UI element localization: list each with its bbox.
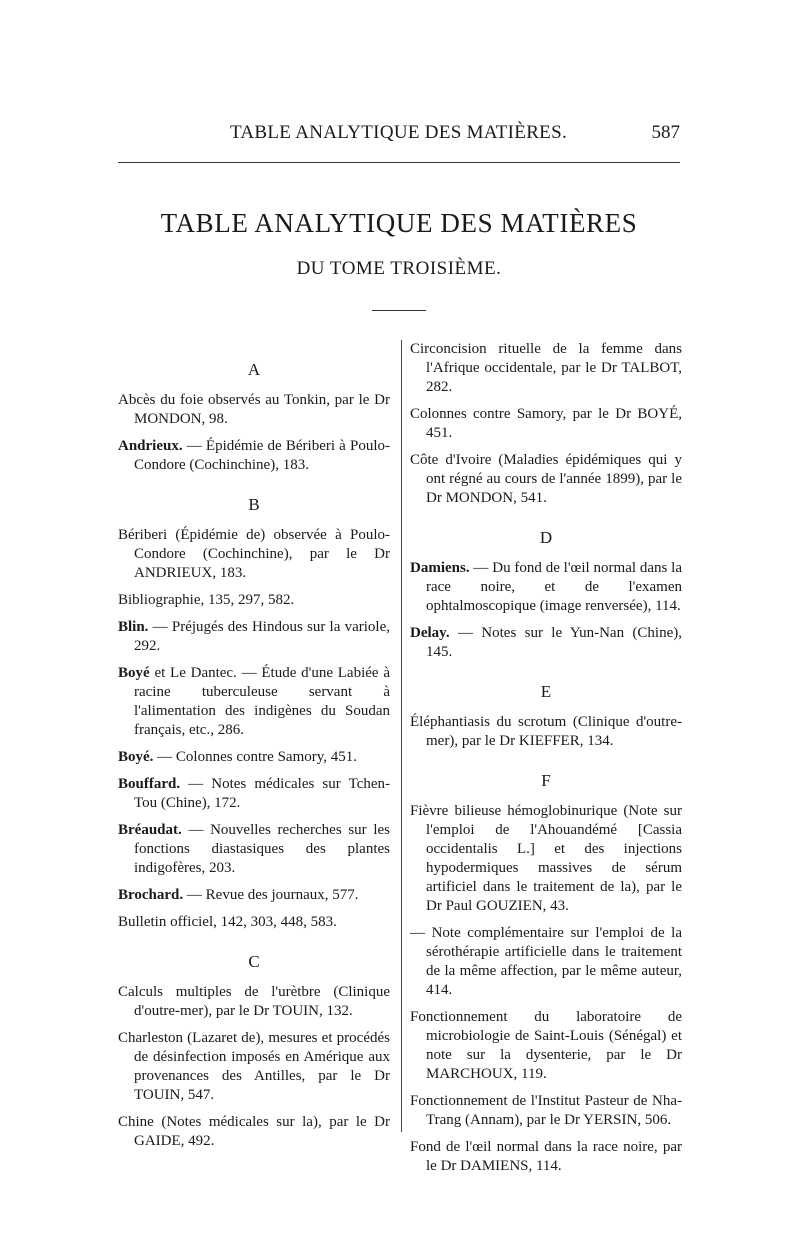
entry-text: — Nouvelles recherches sur les fonctions diastasiques des plantes indigofères, 203.	[134, 822, 390, 876]
entry-text: Éléphantiasis du scrotum (Clinique d'outre-mer), par le Dr KIEFFER, 134.	[410, 714, 682, 749]
header-rule	[118, 162, 680, 163]
index-entry	[118, 664, 390, 740]
title-rule	[372, 310, 426, 311]
index-entry	[118, 1113, 390, 1151]
index-entry	[410, 405, 682, 443]
entry-text: Colonnes contre Samory, par le Dr BOYÉ, 451.	[410, 406, 682, 441]
entry-author-name: Bouffard.	[118, 776, 181, 792]
index-entry	[118, 775, 390, 813]
index-entry	[118, 391, 390, 429]
right-column	[410, 340, 682, 1184]
section-letter: D	[539, 528, 553, 547]
page-title: TABLE ANALYTIQUE DES MATIÈRES	[160, 208, 638, 238]
section-letter: F	[541, 771, 551, 790]
page-number: 587	[651, 122, 680, 143]
entry-text: — Revue des journaux, 577.	[183, 887, 359, 903]
entry-text: Fièvre bilieuse hémoglobinurique (Note sur l'emploi de l'Ahouandémé [Cassia occidentalis L.] et des injections hypodermiques massives de sérum artificiel dans le traitement de la), par le Dr Paul GOUZIEN, 43.	[410, 803, 682, 914]
index-entry	[118, 526, 390, 583]
entry-text: Bibliographie, 135, 297, 582.	[118, 592, 295, 608]
entry-text: Fonctionnement de l'Institut Pasteur de Nha-Trang (Annam), par le Dr YERSIN, 506.	[410, 1093, 682, 1128]
entry-text: — Épidémie de Bériberi à Poulo-Condore (Cochinchine), 183.	[134, 438, 390, 473]
index-entry	[410, 340, 682, 397]
entry-author-name: Andrieux.	[118, 438, 183, 454]
entry-author-name: Damiens.	[410, 560, 470, 576]
index-entry	[118, 618, 390, 656]
entry-author-name: Blin.	[118, 619, 149, 635]
index-entry	[410, 559, 682, 616]
entry-text: et Le Dantec. — Étude d'une Labiée à racine tuberculeuse servant à l'alimentation des indigènes du Soudan français, etc., 286.	[134, 665, 390, 738]
entry-author-name: Boyé.	[118, 749, 154, 765]
entry-text: Charleston (Lazaret de), mesures et procédés de désinfection imposés en Amérique aux provenances des Antilles, par le Dr TOUIN, 547.	[118, 1030, 390, 1103]
index-entry	[118, 591, 390, 610]
section-letter: C	[248, 952, 260, 971]
entry-author-name: Boyé	[118, 665, 150, 681]
running-title: TABLE ANALYTIQUE DES MATIÈRES.	[230, 122, 568, 143]
entry-text: Bériberi (Épidémie de) observée à Poulo-Condore (Cochinchine), par le Dr ANDRIEUX, 183.	[118, 527, 390, 581]
index-entry	[410, 924, 682, 1000]
entry-text: — Colonnes contre Samory, 451.	[153, 749, 358, 765]
index-entry	[118, 1029, 390, 1105]
entry-text: Fonctionnement du laboratoire de microbiologie de Saint-Louis (Sénégal) et note sur la dysenterie, par le Dr MARCHOUX, 119.	[410, 1009, 682, 1082]
index-entry	[118, 437, 390, 475]
left-column	[118, 340, 390, 1159]
entry-text: Chine (Notes médicales sur la), par le Dr GAIDE, 492.	[118, 1114, 390, 1149]
index-entry	[410, 713, 682, 751]
entry-author-name: Brochard.	[118, 887, 184, 903]
entry-text: Côte d'Ivoire (Maladies épidémiques qui y ont régné au cours de l'année 1899), par le Dr MONDON, 541.	[410, 452, 682, 506]
entry-text: Abcès du foie observés au Tonkin, par le Dr MONDON, 98.	[118, 392, 390, 427]
entry-text: Bulletin officiel, 142, 303, 448, 583.	[118, 914, 337, 930]
entry-text: — Note complémentaire sur l'emploi de la sérothérapie artificielle dans le traitement de la même affection, par le même auteur, 414.	[410, 925, 682, 998]
index-entry	[410, 802, 682, 916]
entry-author-name: Bréaudat.	[118, 822, 182, 838]
index-entry	[410, 1138, 682, 1176]
section-letter: A	[247, 360, 261, 379]
entry-text: — Du fond de l'œil normal dans la race noire, et de l'examen ophtalmoscopique (image renversée), 114.	[426, 560, 682, 614]
running-head	[118, 122, 680, 146]
index-entry	[410, 1092, 682, 1130]
index-entry	[118, 886, 390, 905]
index-entry	[118, 748, 390, 767]
entry-text: Fond de l'œil normal dans la race noire, par le Dr DAMIENS, 114.	[410, 1139, 682, 1174]
index-entry	[410, 1008, 682, 1084]
index-entry	[410, 624, 682, 662]
column-divider	[401, 340, 402, 1132]
entry-text: Calculs multiples de l'urètbre (Clinique d'outre-mer), par le Dr TOUIN, 132.	[118, 984, 390, 1019]
entry-text: — Notes médicales sur Tchen-Tou (Chine), 172.	[134, 776, 390, 811]
entry-text: Circoncision rituelle de la femme dans l'Afrique occidentale, par le Dr TALBOT, 282.	[410, 341, 682, 395]
section-letter: E	[540, 682, 552, 701]
entry-author-name: Delay.	[410, 625, 450, 641]
entry-text: — Préjugés des Hindous sur la variole, 292.	[134, 619, 390, 654]
index-entry	[410, 451, 682, 508]
page-subtitle: DU TOME TROISIÈME.	[296, 258, 502, 279]
index-entry	[118, 913, 390, 932]
entry-text: — Notes sur le Yun-Nan (Chine), 145.	[426, 625, 682, 660]
index-entry	[118, 983, 390, 1021]
index-entry	[118, 821, 390, 878]
section-letter: B	[248, 495, 260, 514]
